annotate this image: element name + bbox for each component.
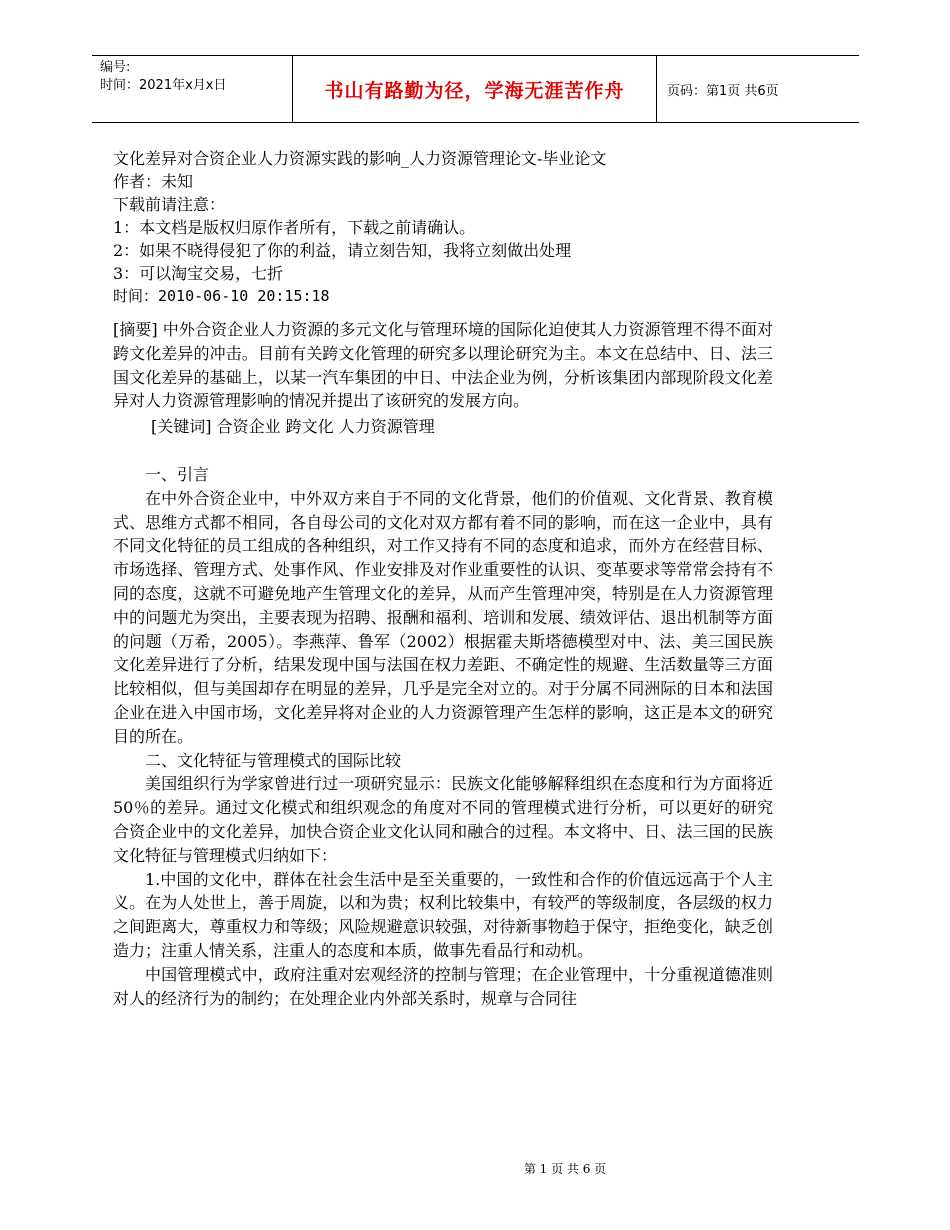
section-heading: 二、文化特征与管理模式的国际比较 [145, 750, 402, 770]
notice-item: 3：可以淘宝交易，七折 [113, 264, 284, 283]
paragraph: 中国管理模式中，政府注重对宏观经济的控制与管理；在企业管理中，十分重视道德准则对人的经济行为的制约；在处理企业内外部关系时，规章与合同往 [113, 964, 773, 1008]
number-label: 编号: [100, 60, 131, 75]
time-label: 时间：2021年x月x日 [100, 78, 227, 93]
article-body [113, 318, 773, 1010]
notice-item: 2：如果不晓得侵犯了你的利益，请立刻告知，我将立刻做出处理 [113, 241, 572, 260]
page-header [92, 55, 859, 123]
notice-title: 下载前请注意： [113, 195, 226, 214]
doc-author: 作者：未知 [113, 172, 194, 191]
header-meta [92, 56, 292, 122]
notice-item: 1：本文档是版权归原作者所有，下载之前请确认。 [113, 218, 476, 237]
paragraph: 1.中国的文化中，群体在社会生活中是至关重要的，一致性和合作的价值远远高于个人主义。在为人处世上，善于周旋，以和为贵；权利比较集中，有较严的等级制度，各层级的权力之间距离大，尊重权力和等级；风险规避意识较强，对待新事物趋于保守，拒绝变化，缺乏创造力；注重人情关系，注重人的态度和本质，做事先看品行和动机。 [113, 869, 773, 960]
header-page-info: 页码：第1页 共6页 [667, 83, 779, 99]
section-heading: 一、引言 [145, 464, 210, 484]
abstract: [摘要] 中外合资企业人力资源的多元文化与管理环境的国际化迫使其人力资源管理不得不面对跨文化差异的冲击。目前有关跨文化管理的研究多以理论研究为主。本文在总结中、日、法三国文化差异的基础上，以某一汽车集团的中日、中法企业为例，分析该集团内部现阶段文化差异对人力资源管理影响的情况并提出了该研究的发展方向。 [113, 320, 773, 411]
page-footer: 第 1 页 共 6 页 [523, 1162, 607, 1176]
keywords: [关键词] 合资企业 跨文化 人力资源管理 [151, 417, 435, 437]
doc-title: 文化差异对合资企业人力资源实践的影响_人力资源管理论文-毕业论文 [113, 149, 607, 168]
paragraph: 在中外合资企业中，中外双方来自于不同的文化背景，他们的价值观、文化背景、教育模式、思维方式都不相同，各自母公司的文化对双方都有着不同的影响，而在这一企业中，具有不同文化特征的员工组成的各种组织，对工作又持有不同的态度和追求，而外方在经营目标、市场选择、管理方式、处事作风、作业安排及对作业重要性的认识、变革要求等常常会持有不同的态度，这就不可避免地产生管理文化的差异，从而产生管理冲突，特别是在人力资源管理中的问题尤为突出，主要表现为招聘、报酬和福利、培训和发展、绩效评估、退出机制等方面的问题（万希，2005）。李燕萍、鲁军（2002）根据霍夫斯塔德模型对中、法、美三国民族文化差异进行了分析，结果发现中国与法国在权力差距、不确定性的规避、生活数量等三方面比较相似，但与美国却存在明显的差异，几乎是完全对立的。对于分属不同洲际的日本和法国企业在进入中国市场，文化差异将对企业的人力资源管理产生怎样的影响，这正是本文的研究目的所在。 [113, 488, 773, 746]
document-meta [113, 147, 773, 308]
doc-time: 时间：2010-06-10 20:15:18 [113, 287, 330, 305]
header-motto: 书山有路勤为径，学海无涯苦作舟 [292, 56, 657, 122]
paragraph: 美国组织行为学家曾进行过一项研究显示：民族文化能够解释组织在态度和行为方面将近50％的差异。通过文化模式和组织观念的角度对不同的管理模式进行分析，可以更好的研究合资企业中的文化差异，加快合资企业文化认同和融合的过程。本文将中、日、法三国的民族文化特征与管理模式归纳如下： [113, 774, 773, 865]
